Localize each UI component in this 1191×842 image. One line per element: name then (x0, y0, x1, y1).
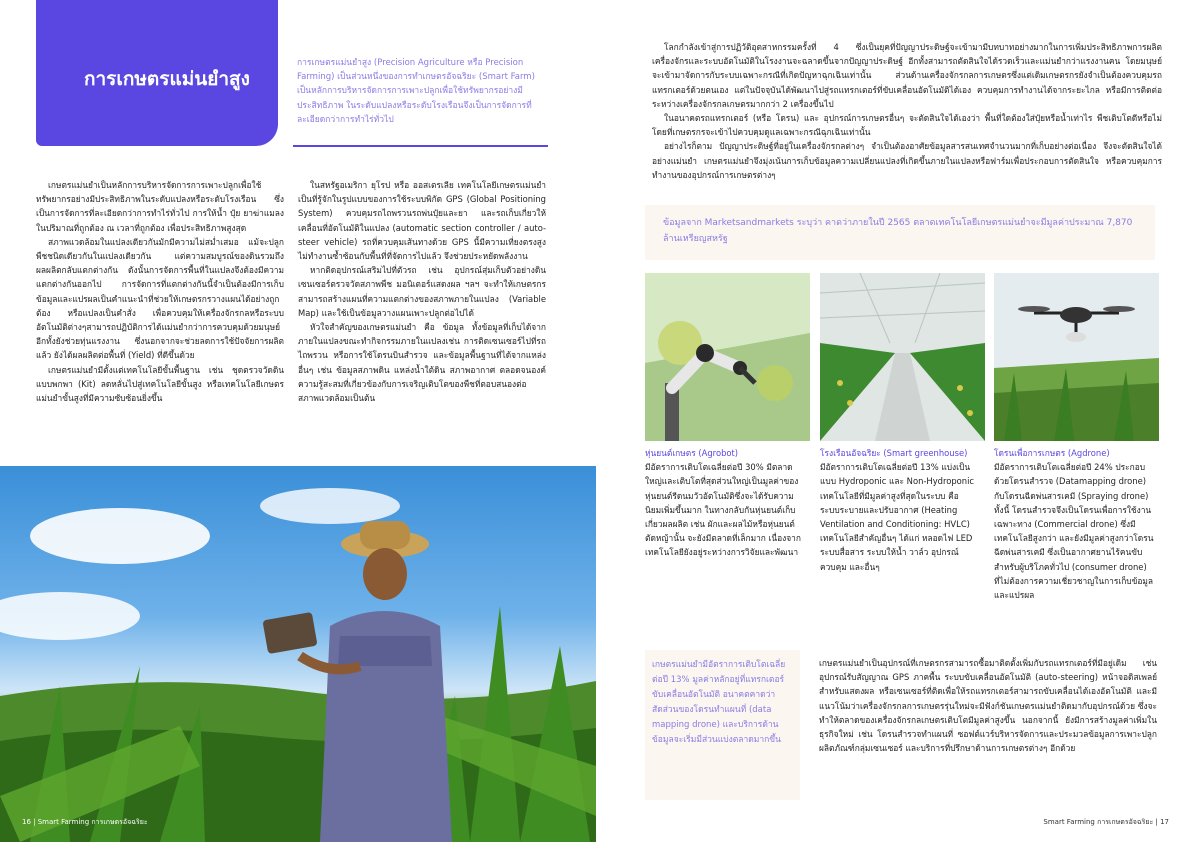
caption-heading: หุ่นยนต์เกษตร (Agrobot) (645, 448, 739, 458)
paragraph: ในสหรัฐอเมริกา ยุโรป หรือ ออสเตรเลีย เทคโนโลยีเกษตรแม่นยำเป็นที่รู้จักในรูปแบบของการใช้ระบบพิกัด GPS (Global Positioning System) ควบคุมรถไถพรวนรถพ่นปุ๋ยและยา และรถเก็บเกี่ยวให้เคลื่อนที่อัตโนมัติในแปลง (automatic section controller / auto-steer vehicle) รถที่ควบคุมเส้นทางด้วย GPS นี้มีความเที่ยงตรงสูงไม่ทำงานซ้ำซ้อนกับพื้นที่ที่จัดการไปแล้ว จึงช่วยประหยัดพลังงาน (298, 180, 546, 262)
footer-left: 16 | Smart Farming การเกษตรอัจฉริยะ (22, 818, 148, 826)
paragraph: เกษตรแม่นยำเป็นหลักการบริหารจัดการการเพาะปลูกเพื่อใช้ทรัพยากรอย่างมีประสิทธิภาพในระดับแปลงหรือระดับโรงเรือน ซึ่งเป็นการจัดการที่ละเอียดกว่าการทำไร่ทั่วไป การให้น้ำ ปุ๋ย ยาฆ่าแมลงในปริมาณที่ถูกต้อง ณ เวลาที่ถูกต้อง เพื่อประสิทธิภาพสูงสุด (36, 180, 284, 233)
column-2 (298, 178, 546, 405)
caption-text: มีอัตราการเติบโตเฉลี่ยต่อปี 13% แบ่งเป็นแบบ Hydroponic และ Non-Hydroponic เทคโนโลยีที่มีมูลค่าสูงที่สุดในระบบ คือ ระบบระบายและปรับอากาศ (Heating Ventilation and Conditioning: HVLC) เทคโนโลยีสำคัญอื่นๆ ได้แก่ หลอดไฟ LED ระบบสื่อสาร ระบบให้น้ำ วาล์ว อุปกรณ์ควบคุม และอื่นๆ (820, 462, 975, 572)
caption-agdrone (994, 446, 1154, 602)
robot-arm-melon-photo (645, 273, 810, 441)
farmer-tablet-cornfield-photo (0, 466, 596, 842)
farmer-photo-illustration (0, 466, 596, 842)
paragraph: โลกกำลังเข้าสู่การปฏิวัติอุตสาหกรรมครั้งที่ 4 ซึ่งเป็นยุคที่ปัญญาประดิษฐ์จะเข้ามามีบทบาทอย่างมากในการเพิ่มประสิทธิภาพการผลิต เครื่องจักรและระบบอัตโนมัติในโรงงานจะฉลาดขึ้นจากปัญญาประดิษฐ์ อีกทั้งสามารถตัดสินใจได้รวดเร็วและแม่นยำกว่าแรงงานคน โดยมนุษย์จะเข้ามาจัดการกับระบบเฉพาะกรณีที่เกิดปัญหาฉุกเฉินเท่านั้น ส่วนด้านเครื่องจักรกลการเกษตรซึ่งแต่เดิมเกษตรกรยังจำเป็นต้องควบคุมรถแทรกเตอร์ด้วยตนเอง แต่ในปัจจุบันได้พัฒนาไปสู่รถแทรกเตอร์ที่ขับเคลื่อนอัตโนมัติได้เอง ควบคุมการทำงานได้จากระยะไกล หรือมีการติดต่อระหว่างเครื่องจักรกลเกษตรมากกว่า 2 เครื่องขึ้นไป (652, 42, 1162, 109)
paragraph: เกษตรแม่นยำเป็นอุปกรณ์ที่เกษตรกรสามารถซื้อมาติดตั้งเพิ่มกับรถแทรกเตอร์ที่มีอยู่เดิม เช่น อุปกรณ์รับสัญญาณ GPS ภาคพื้น ระบบขับเคลื่อนอัตโนมัติ (auto-steering) หน้าจอดิสเพลย์สำหรับแสดงผล หรือเซนเซอร์ที่ติดเพื่อให้รถแทรกเตอร์สามารถขับเคลื่อนได้เองอัตโนมัติ และมีแนวโน้มว่าเครื่องจักรกลการเกษตรรุ่นใหม่จะมีฟังก์ชันเกษตรแม่นยำติดมากับอุปกรณ์ด้วย ซึ่งจะทำให้ตลาดของเครื่องจักรกลเกษตรเติบโตมีมูลค่าสูงขึ้น นอกจากนี้ ยังมีการสร้างมูลค่าเพิ่มในธุรกิจใหม่ เช่น โดรนสำรวจทำแผนที่ ซอฟต์แวร์บริหารจัดการและประมวลข้อมูลการเพาะปลูก ผลิตภัณฑ์กลุ่มเซนเซอร์ และบริการที่ปรึกษาด้านการเกษตรต่างๆ อีกด้วย (819, 658, 1157, 754)
caption-text: มีอัตราการเติบโตเฉลี่ยต่อปี 30% มีตลาดใหญ่และเติบโตที่สุดส่วนใหญ่เป็นมูลค่าของหุ่นยนต์รีดนมวัวอัตโนมัติซึ่งจะได้รับความนิยมเพิ่มขึ้นมาก ในทางกลับกันหุ่นยนต์เก็บเกี่ยวผลผลิต เช่น ผักและผลไม้หรือหุ่นยนต์ตัดหญ้านั้น จะยังมีตลาดที่เล็กมาก เนื่องจากเทคโนโลยียังอยู่ระหว่างการวิจัยและพัฒนา (645, 462, 801, 558)
caption-text: มีอัตราการเติบโตเฉลี่ยต่อปี 24% ประกอบด้วยโดรนสำรวจ (Datamapping drone) กับโดรนฉีดพ่นสารเคมี (Spraying drone) ทั้งนี้ โดรนสำรวจจึงเป็นโดรนเพื่อการใช้งานเฉพาะทาง (Commercial drone) ซึ่งมีเทคโนโลยีสูงกว่า และยังมีมูลค่าสูงกว่าโดรนฉีดพ่นสารเคมี ซึ่งเป็นอากาศยานไร้คนขับสำหรับผู้บริโภคทั่วไป (consumer drone) ที่ไม่ต้องการความเชี่ยวชาญในการเก็บข้อมูลและแปรผล (994, 462, 1154, 601)
caption-greenhouse (820, 446, 980, 574)
divider-rule (293, 145, 548, 147)
growth-callout-text: เกษตรแม่นยำมีอัตราการเติบโตเฉลี่ยต่อปี 13% มูลค่าหลักอยู่ที่แทรกเตอร์ขับเคลื่อนอัตโนมัติ อนาคตคาดว่าสัดส่วนของโดรนทำแผนที่ (data mapping drone) และบริการด้านข้อมูลจะเริ่มมีส่วนแบ่งตลาดมากขึ้น (652, 660, 786, 745)
intro-text: การเกษตรแม่นยำสูง (Precision Agriculture หรือ Precision Farming) เป็นส่วนหนึ่งของการทำเกษตรอัจฉริยะ (Smart Farm) เป็นหลักการบริหารจัดการการเพาะปลูกเพื่อใช้ทรัพยากรอย่างมีประสิทธิภาพ ในระดับแปลงหรือระดับโรงเรือนจึงเป็นการจัดการที่ละเอียดกว่าการทำไร่ทั่วไป (297, 58, 535, 125)
market-quote-text: ข้อมูลจาก Marketsandmarkets ระบุว่า คาดว่าภายในปี 2565 ตลาดเทคโนโลยีเกษตรแม่นยำจะมีมูลค่าประมาณ 7,870 ล้านเหรียญสหรัฐ (663, 218, 1133, 244)
paragraph: หากติดอุปกรณ์เสริมไปที่ตัวรถ เช่น อุปกรณ์สุ่มเก็บตัวอย่างดิน เซนเซอร์ตรวจวัดสภาพพืช มอนิเตอร์แสดงผล ฯลฯ จะทำให้เกษตรกรสามารถสร้างแผนที่ความแตกต่างของสภาพภายในแปลง (Variable Map) และใช้เป็นข้อมูลวางแผนเพาะปลูกต่อไปได้ (298, 265, 546, 318)
title-block (36, 0, 278, 146)
paragraph: สภาพแวดล้อมในแปลงเดียวกันมักมีความไม่สม่ำเสมอ แม้จะปลูกพืชชนิดเดียวกันในแปลงเดียวกัน แต่ความสมบูรณ์ของดินรวมถึงผลผลิตกลับแตกต่างกัน ดังนั้นการจัดการพื้นที่ในแปลงจึงต้องมีความแตกต่างกันออกไป การจัดการที่แตกต่างกันนี้จำเป็นต้องมีการเก็บข้อมูลและแปรผลเป็นคำแนะนำที่ช่วยให้เกษตรกรวางแผนได้อย่างถูกต้อง หรือแปลงเป็นคำสั่ง เพื่อควบคุมให้เครื่องจักรกลหรือระบบอัตโนมัติต่างๆสามารถปฏิบัติการได้แม่นยำกว่าการควบคุมด้วยมนุษย์ อีกทั้งยังช่วยทุ่นแรงงาน ซึ่งนอกจากจะช่วยลดการใช้ปัจจัยการผลิตแล้ว ยังได้ผลผลิตต่อพื้นที่ (Yield) ที่ดีขึ้นด้วย (36, 236, 284, 361)
right-top-column (652, 40, 1162, 182)
agricultural-drone-photo (994, 273, 1159, 441)
paragraph: หัวใจสำคัญของเกษตรแม่นยำ คือ ข้อมูล ทั้งข้อมูลที่เก็บได้จากภายในแปลงขณะทำกิจกรรมภายในแปลงเช่น การติดเซนเซอร์ไปที่รถไถพรวน หรือการใช้โดรนบินสำรวจ และข้อมูลพื้นฐานที่ได้จากแหล่งอื่นๆ เช่น ข้อมูลสภาพดิน แหล่งน้ำใต้ดิน สภาพอากาศ ตลอดจนองค์ความรู้สะสมที่เกี่ยวข้องกับการเจริญเติบโตของพืชที่ตอบสนองต่อสภาพแวดล้อมเป็นต้น (298, 322, 546, 404)
growth-callout-box (645, 650, 800, 800)
paragraph: ในอนาคตรถแทรกเตอร์ (หรือ โดรน) และ อุปกรณ์การเกษตรอื่นๆ จะตัดสินใจได้เองว่า พื้นที่ใดต้องใส่ปุ๋ยหรือน้ำเท่าไร พืชเติบโตดีหรือไม่ โดยที่เกษตรกรจะเข้าไปควบคุมดูแลเฉพาะกรณีฉุกเฉินเท่านั้น (652, 113, 1162, 138)
column-1 (36, 178, 284, 405)
paragraph: อย่างไรก็ตาม ปัญญาประดิษฐ์ที่อยู่ในเครื่องจักรกลต่างๆ จำเป็นต้องอาศัยข้อมูลสารสนเทศจำนวนมากที่เก็บอย่างต่อเนื่อง จึงจะตัดสินใจได้อย่างแม่นยำ เกษตรแม่นยำจึงมุ่งเน้นการเก็บข้อมูลความเปลี่ยนแปลงที่เกิดขึ้นภายในแปลงหรือฟาร์มเพื่อประกอบการตัดสินใจ หรือควบคุมการทำงานของอุปกรณ์การเกษตรต่างๆ (652, 141, 1162, 180)
paragraph: เกษตรแม่นยำมีตั้งแต่เทคโนโลยีขั้นพื้นฐาน เช่น ชุดตรวจวัดดินแบบพกพา (Kit) ลดหลั่นไปสู่เทคโนโลยีขั้นสูง หรือเทคโนโลยีเกษตรแม่นยำขั้นสูงที่มีความซับซ้อนยิ่งขึ้น (36, 364, 284, 404)
greenhouse-rows-photo (820, 273, 985, 441)
market-quote-box (645, 205, 1155, 260)
caption-heading: โดรนเพื่อการเกษตร (Agdrone) (994, 448, 1110, 458)
caption-heading: โรงเรือนอัจฉริยะ (Smart greenhouse) (820, 448, 968, 458)
footer-right: Smart Farming การเกษตรอัจฉริยะ | 17 (1043, 818, 1169, 826)
page-title: การเกษตรแม่นยำสูง (84, 68, 250, 90)
caption-agrobot (645, 446, 805, 560)
right-bottom-column (819, 656, 1157, 755)
